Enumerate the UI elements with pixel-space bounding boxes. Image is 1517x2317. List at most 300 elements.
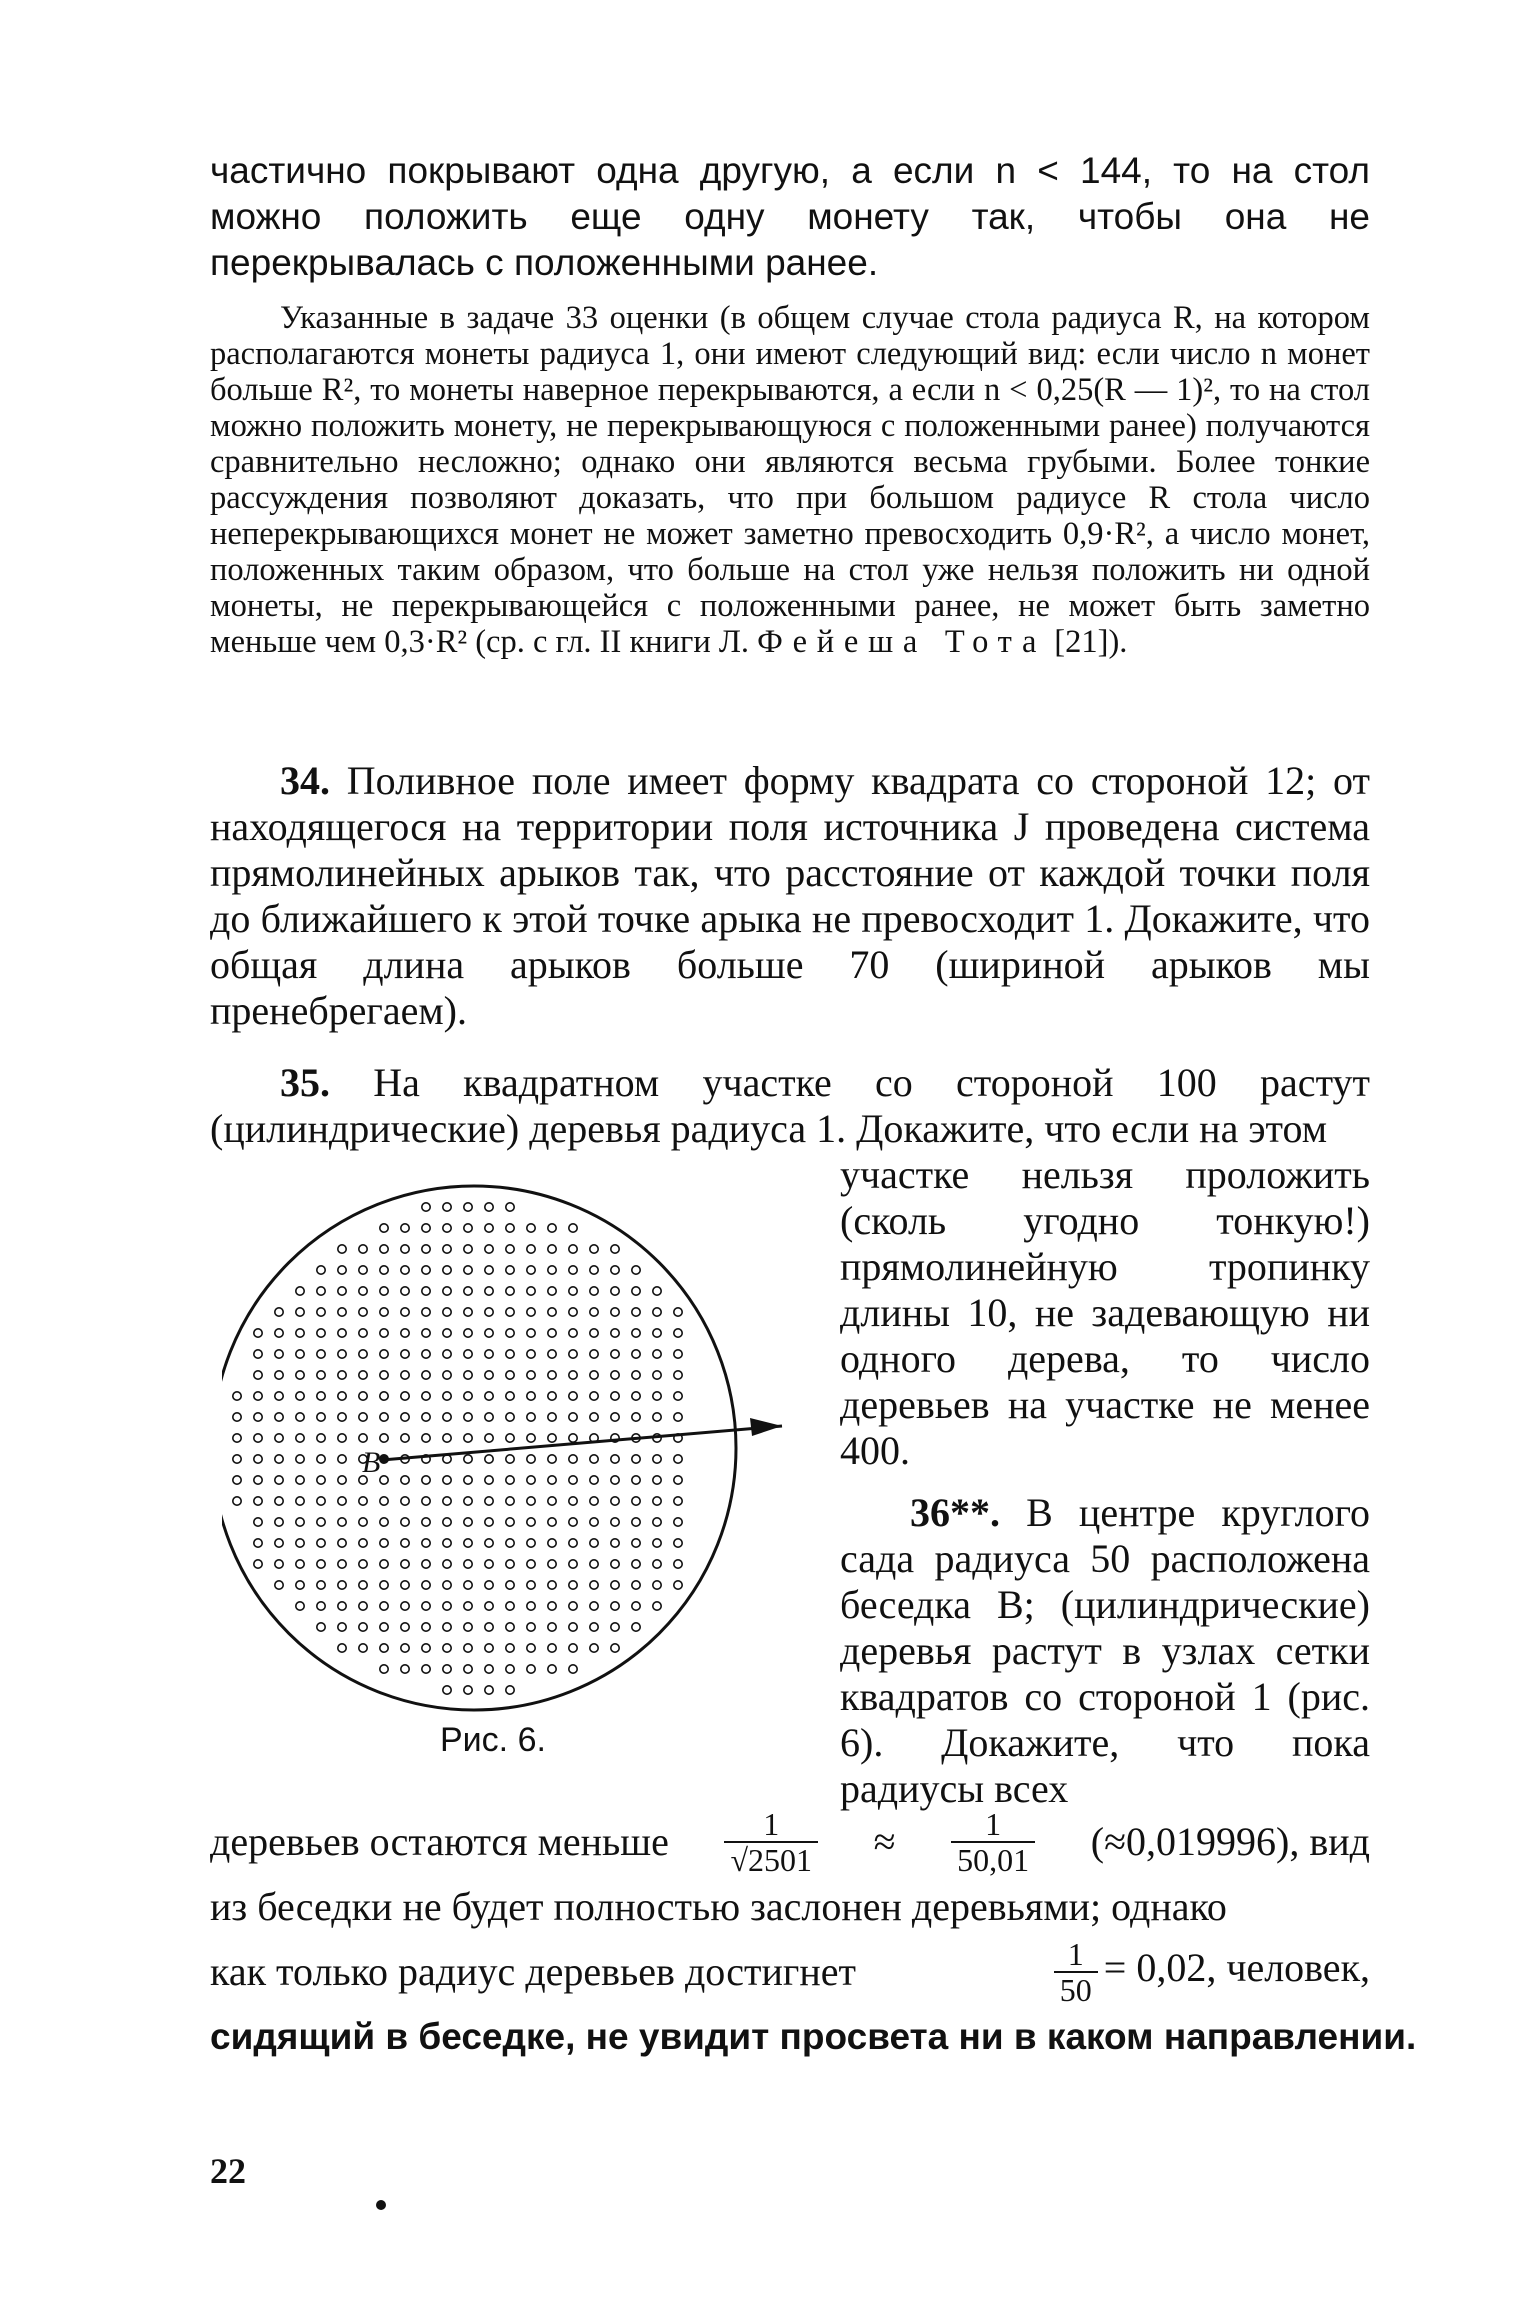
- tree-mark: [317, 1602, 325, 1610]
- tree-mark: [296, 1560, 304, 1568]
- tree-mark: [506, 1665, 514, 1673]
- tree-mark: [506, 1203, 514, 1211]
- tree-mark: [464, 1518, 472, 1526]
- tree-mark: [359, 1560, 367, 1568]
- tree-mark: [443, 1329, 451, 1337]
- tree-mark: [275, 1497, 283, 1505]
- tree-mark: [548, 1434, 556, 1442]
- tree-mark: [485, 1623, 493, 1631]
- tree-mark: [485, 1392, 493, 1400]
- tree-mark: [380, 1665, 388, 1673]
- tree-mark: [485, 1539, 493, 1547]
- tree-mark: [590, 1287, 598, 1295]
- tree-mark: [380, 1518, 388, 1526]
- tree-mark: [254, 1434, 262, 1442]
- figure-6-garden: [222, 1160, 822, 1720]
- tree-mark: [464, 1287, 472, 1295]
- tree-mark: [506, 1287, 514, 1295]
- tree-mark: [611, 1287, 619, 1295]
- tree-mark: [338, 1308, 346, 1316]
- tree-mark: [254, 1476, 262, 1484]
- tree-mark: [359, 1581, 367, 1589]
- tree-mark: [338, 1455, 346, 1463]
- tree-mark: [422, 1392, 430, 1400]
- tree-mark: [317, 1350, 325, 1358]
- tree-mark: [506, 1686, 514, 1694]
- tree-mark: [485, 1602, 493, 1610]
- tree-mark: [527, 1350, 535, 1358]
- tree-mark: [254, 1329, 262, 1337]
- tree-mark: [632, 1392, 640, 1400]
- tree-mark: [422, 1665, 430, 1673]
- tree-mark: [338, 1518, 346, 1526]
- tree-mark: [275, 1581, 283, 1589]
- tree-mark: [569, 1434, 577, 1442]
- tree-mark: [401, 1308, 409, 1316]
- tree-mark: [569, 1476, 577, 1484]
- tree-mark: [590, 1644, 598, 1652]
- tree-mark: [632, 1602, 640, 1610]
- tree-mark: [569, 1560, 577, 1568]
- tree-mark: [674, 1581, 682, 1589]
- tree-mark: [317, 1581, 325, 1589]
- approx-sign: ≈: [873, 1819, 896, 1864]
- tree-mark: [548, 1644, 556, 1652]
- tree-mark: [632, 1539, 640, 1547]
- tree-mark: [464, 1308, 472, 1316]
- tree-mark: [443, 1434, 451, 1442]
- tree-mark: [653, 1497, 661, 1505]
- tree-mark: [611, 1644, 619, 1652]
- problem-36-side-text: В центре круглого сада радиуса 50 расположена беседка B; (цилиндрические) деревья растут в узлах сетки квадратов со стороной 1 (рис. 6). Докажите, что пока радиусы всех: [840, 1490, 1370, 1811]
- tree-mark: [380, 1560, 388, 1568]
- tree-mark: [464, 1581, 472, 1589]
- tree-mark: [422, 1224, 430, 1232]
- tree-mark: [380, 1434, 388, 1442]
- tree-mark: [527, 1434, 535, 1442]
- tree-mark: [548, 1560, 556, 1568]
- tree-mark: [548, 1350, 556, 1358]
- tree-mark: [527, 1623, 535, 1631]
- tree-mark: [380, 1350, 388, 1358]
- tree-mark: [653, 1539, 661, 1547]
- frac1-numerator: 1: [763, 1806, 780, 1842]
- tree-mark: [548, 1392, 556, 1400]
- tree-mark: [233, 1497, 241, 1505]
- tree-mark: [611, 1266, 619, 1274]
- tree-mark: [590, 1518, 598, 1526]
- tree-mark: [275, 1560, 283, 1568]
- tree-mark: [296, 1476, 304, 1484]
- tree-mark: [359, 1266, 367, 1274]
- tree-mark: [401, 1434, 409, 1442]
- tree-mark: [401, 1245, 409, 1253]
- tree-mark: [632, 1476, 640, 1484]
- tree-mark: [443, 1665, 451, 1673]
- tree-mark: [590, 1560, 598, 1568]
- tree-mark: [443, 1476, 451, 1484]
- tree-mark: [317, 1623, 325, 1631]
- tree-mark: [527, 1518, 535, 1526]
- problem-35-lead: На квадратном участке со стороной 100 растут (цилиндрические) деревья радиуса 1. Докажите, что если на этом: [210, 1060, 1370, 1151]
- tree-mark: [632, 1455, 640, 1463]
- tree-mark: [527, 1224, 535, 1232]
- tree-mark: [464, 1476, 472, 1484]
- tree-mark: [506, 1392, 514, 1400]
- tree-mark: [632, 1413, 640, 1421]
- tree-mark: [254, 1371, 262, 1379]
- tree-mark: [569, 1665, 577, 1673]
- tree-mark: [548, 1539, 556, 1547]
- tree-mark: [485, 1581, 493, 1589]
- tree-mark: [338, 1434, 346, 1442]
- tree-mark: [401, 1497, 409, 1505]
- tree-mark: [317, 1518, 325, 1526]
- tree-mark: [254, 1350, 262, 1358]
- tree-mark: [506, 1623, 514, 1631]
- tree-mark: [506, 1371, 514, 1379]
- tree-mark: [296, 1434, 304, 1442]
- tree-mark: [590, 1371, 598, 1379]
- tree-mark: [317, 1476, 325, 1484]
- gazebo-label: B: [362, 1446, 381, 1479]
- tree-mark: [422, 1476, 430, 1484]
- tree-mark: [548, 1581, 556, 1589]
- tree-mark: [296, 1413, 304, 1421]
- tree-mark: [317, 1560, 325, 1568]
- tree-mark: [443, 1560, 451, 1568]
- tree-mark: [569, 1308, 577, 1316]
- tree-mark: [422, 1644, 430, 1652]
- tree-mark: [422, 1539, 430, 1547]
- tree-mark: [632, 1497, 640, 1505]
- tree-mark: [569, 1371, 577, 1379]
- tree-mark: [506, 1560, 514, 1568]
- tree-mark: [548, 1371, 556, 1379]
- tree-mark: [296, 1539, 304, 1547]
- tree-mark: [443, 1581, 451, 1589]
- tree-mark: [422, 1371, 430, 1379]
- tree-mark: [380, 1308, 388, 1316]
- tree-mark: [401, 1329, 409, 1337]
- garden-circle: [222, 1186, 736, 1710]
- tree-grid: [233, 1203, 682, 1694]
- tree-mark: [485, 1686, 493, 1694]
- tree-mark: [527, 1560, 535, 1568]
- tree-mark: [464, 1623, 472, 1631]
- tree-mark: [485, 1455, 493, 1463]
- tree-mark: [653, 1476, 661, 1484]
- tree-mark: [359, 1644, 367, 1652]
- tree-mark: [485, 1434, 493, 1442]
- tree-mark: [611, 1539, 619, 1547]
- tree-mark: [569, 1602, 577, 1610]
- tree-mark: [527, 1644, 535, 1652]
- tree-mark: [401, 1392, 409, 1400]
- tree-mark: [401, 1518, 409, 1526]
- tree-mark: [590, 1245, 598, 1253]
- tree-mark: [296, 1287, 304, 1295]
- tree-mark: [590, 1623, 598, 1631]
- tree-mark: [527, 1371, 535, 1379]
- tree-mark: [401, 1350, 409, 1358]
- tree-mark: [611, 1602, 619, 1610]
- tree-mark: [464, 1245, 472, 1253]
- tree-mark: [590, 1392, 598, 1400]
- tree-mark: [338, 1581, 346, 1589]
- tree-mark: [590, 1266, 598, 1274]
- tree-mark: [275, 1539, 283, 1547]
- tree-mark: [443, 1686, 451, 1694]
- tree-mark: [653, 1308, 661, 1316]
- tree-mark: [317, 1434, 325, 1442]
- tree-mark: [653, 1518, 661, 1526]
- tree-mark: [443, 1245, 451, 1253]
- tree-mark: [485, 1497, 493, 1505]
- tree-mark: [254, 1539, 262, 1547]
- tree-mark: [590, 1581, 598, 1589]
- tree-mark: [317, 1266, 325, 1274]
- tree-mark: [422, 1350, 430, 1358]
- tree-mark: [401, 1476, 409, 1484]
- tree-mark: [254, 1392, 262, 1400]
- tree-mark: [275, 1434, 283, 1442]
- tree-mark: [233, 1455, 241, 1463]
- tree-mark: [674, 1518, 682, 1526]
- tree-mark: [653, 1455, 661, 1463]
- tree-mark: [506, 1413, 514, 1421]
- tree-mark: [443, 1518, 451, 1526]
- tree-mark: [401, 1413, 409, 1421]
- tree-mark: [275, 1518, 283, 1526]
- tree-mark: [443, 1287, 451, 1295]
- tree-mark: [359, 1245, 367, 1253]
- figure-caption: Рис. 6.: [440, 1721, 546, 1759]
- tree-mark: [380, 1644, 388, 1652]
- problem-36-line-4: [210, 2014, 1417, 2060]
- tree-mark: [380, 1224, 388, 1232]
- tree-mark: [653, 1392, 661, 1400]
- tree-mark: [569, 1350, 577, 1358]
- tree-mark: [296, 1350, 304, 1358]
- line1-end: (≈0,019996), вид: [1090, 1819, 1370, 1864]
- tree-mark: [359, 1602, 367, 1610]
- tree-mark: [569, 1497, 577, 1505]
- tree-mark: [359, 1287, 367, 1295]
- tree-mark: [506, 1476, 514, 1484]
- tree-mark: [527, 1455, 535, 1463]
- tree-mark: [380, 1371, 388, 1379]
- tree-mark: [275, 1308, 283, 1316]
- tree-mark: [506, 1266, 514, 1274]
- tree-mark: [632, 1371, 640, 1379]
- problem-36-continuation: [210, 1800, 1417, 2060]
- tree-mark: [422, 1497, 430, 1505]
- tree-mark: [527, 1581, 535, 1589]
- tree-mark: [401, 1539, 409, 1547]
- tree-mark: [275, 1329, 283, 1337]
- tree-mark: [611, 1560, 619, 1568]
- tree-mark: [422, 1266, 430, 1274]
- tree-mark: [443, 1413, 451, 1421]
- tree-mark: [338, 1371, 346, 1379]
- fraction-one-over-50-01: [951, 1807, 1035, 1877]
- tree-mark: [359, 1413, 367, 1421]
- tree-mark: [275, 1350, 283, 1358]
- tree-mark: [380, 1581, 388, 1589]
- tree-mark: [443, 1497, 451, 1505]
- tree-mark: [275, 1413, 283, 1421]
- tree-mark: [674, 1392, 682, 1400]
- tree-mark: [275, 1392, 283, 1400]
- tree-mark: [338, 1350, 346, 1358]
- tree-mark: [485, 1308, 493, 1316]
- tree-mark: [548, 1413, 556, 1421]
- frac3-denominator: 50: [1054, 1971, 1098, 2007]
- tree-mark: [464, 1560, 472, 1568]
- tree-mark: [401, 1560, 409, 1568]
- tree-mark: [464, 1203, 472, 1211]
- tree-mark: [632, 1581, 640, 1589]
- tree-mark: [254, 1413, 262, 1421]
- tree-mark: [506, 1455, 514, 1463]
- tree-mark: [443, 1203, 451, 1211]
- tree-mark: [632, 1266, 640, 1274]
- tree-mark: [443, 1392, 451, 1400]
- tree-mark: [569, 1392, 577, 1400]
- line3-end: = 0,02, человек,: [1103, 1945, 1370, 1991]
- tree-mark: [611, 1371, 619, 1379]
- line3-start: как только радиус деревьев достигнет: [210, 1949, 856, 1994]
- tree-mark: [296, 1602, 304, 1610]
- tree-mark: [338, 1560, 346, 1568]
- tree-mark: [485, 1350, 493, 1358]
- tree-mark: [380, 1266, 388, 1274]
- tree-mark: [632, 1287, 640, 1295]
- problem-34-number: 34.: [280, 758, 330, 803]
- tree-mark: [569, 1581, 577, 1589]
- problem-34: [210, 758, 1370, 1034]
- tree-mark: [464, 1392, 472, 1400]
- tree-mark: [653, 1581, 661, 1589]
- tree-mark: [296, 1455, 304, 1463]
- tree-mark: [464, 1266, 472, 1274]
- tree-mark: [338, 1476, 346, 1484]
- tree-mark: [548, 1266, 556, 1274]
- remark-paragraph: [210, 300, 1370, 660]
- tree-mark: [506, 1308, 514, 1316]
- tree-mark: [506, 1602, 514, 1610]
- tree-mark: [296, 1392, 304, 1400]
- tree-mark: [527, 1539, 535, 1547]
- tree-mark: [506, 1581, 514, 1589]
- tree-mark: [296, 1329, 304, 1337]
- tree-mark: [443, 1539, 451, 1547]
- fraction-one-over-50: [1054, 1937, 1098, 2007]
- tree-mark: [317, 1455, 325, 1463]
- tree-mark: [401, 1287, 409, 1295]
- tree-mark: [569, 1623, 577, 1631]
- sight-line: [382, 1418, 782, 1460]
- tree-mark: [338, 1644, 346, 1652]
- tree-mark: [338, 1539, 346, 1547]
- tree-mark: [569, 1455, 577, 1463]
- tree-mark: [485, 1203, 493, 1211]
- tree-mark: [422, 1245, 430, 1253]
- tree-mark: [653, 1329, 661, 1337]
- tree-mark: [296, 1581, 304, 1589]
- tree-mark: [422, 1203, 430, 1211]
- tree-mark: [674, 1329, 682, 1337]
- tree-mark: [464, 1224, 472, 1232]
- tree-mark: [464, 1371, 472, 1379]
- tree-mark: [443, 1266, 451, 1274]
- tree-mark: [506, 1350, 514, 1358]
- tree-mark: [632, 1308, 640, 1316]
- tree-mark: [380, 1413, 388, 1421]
- tree-mark: [569, 1287, 577, 1295]
- tree-mark: [338, 1413, 346, 1421]
- tree-mark: [527, 1392, 535, 1400]
- tree-mark: [443, 1644, 451, 1652]
- frac3-numerator: 1: [1067, 1936, 1084, 1972]
- tree-mark: [485, 1644, 493, 1652]
- tree-mark: [254, 1455, 262, 1463]
- tree-mark: [359, 1371, 367, 1379]
- tree-mark: [590, 1350, 598, 1358]
- tree-mark: [422, 1434, 430, 1442]
- remark-part1: Указанные в задаче 33 оценки (в общем случае стола радиуса R, на котором располагаются монеты радиуса 1, они имеют следующий вид: если число n монет больше R², то монеты наверное перекрываются, а если n < 0,25(R — 1)², то на стол можно положить монету, не перекрывающуюся с положенными ранее) получаются сравнительно несложно; однако они являются весьма грубыми. Более тонкие рассуждения позволяют доказать, что при большом радиусе R стола число неперекрывающихся монет не может заметно превосходить 0,9·R², а число монет, положенных таким образом, что больше на стол уже нельзя положить ни одной монеты, не перекрывающейся с положенными ранее, не может быть заметно меньше чем 0,3·R² (ср. с гл. II книги Л.: [210, 300, 1370, 660]
- tree-mark: [506, 1224, 514, 1232]
- problem-36-line-3: [210, 1930, 1370, 2014]
- problem-36-side: [840, 1490, 1370, 1812]
- tree-mark: [506, 1539, 514, 1547]
- tree-mark: [590, 1329, 598, 1337]
- tree-mark: [527, 1497, 535, 1505]
- tree-mark: [653, 1287, 661, 1295]
- tree-mark: [338, 1266, 346, 1274]
- tree-mark: [653, 1560, 661, 1568]
- line1-start: деревьев остаются меньше: [210, 1819, 669, 1864]
- tree-mark: [674, 1371, 682, 1379]
- gazebo-marker: [362, 1446, 389, 1479]
- tree-mark: [485, 1245, 493, 1253]
- tree-mark: [548, 1497, 556, 1505]
- tree-mark: [317, 1392, 325, 1400]
- tree-mark: [485, 1329, 493, 1337]
- tree-mark: [506, 1245, 514, 1253]
- tree-mark: [275, 1476, 283, 1484]
- tree-mark: [380, 1623, 388, 1631]
- frac1-denominator: √2501: [724, 1841, 818, 1877]
- tree-mark: [569, 1245, 577, 1253]
- tree-mark: [569, 1224, 577, 1232]
- tree-mark: [443, 1602, 451, 1610]
- tree-mark: [632, 1560, 640, 1568]
- tree-mark: [653, 1413, 661, 1421]
- tree-mark: [632, 1518, 640, 1526]
- tree-mark: [422, 1560, 430, 1568]
- tree-mark: [548, 1455, 556, 1463]
- tree-mark: [380, 1392, 388, 1400]
- tree-mark: [254, 1560, 262, 1568]
- tree-mark: [611, 1413, 619, 1421]
- tree-mark: [611, 1455, 619, 1463]
- tree-mark: [485, 1224, 493, 1232]
- tree-mark: [527, 1287, 535, 1295]
- tree-mark: [359, 1623, 367, 1631]
- tree-mark: [338, 1245, 346, 1253]
